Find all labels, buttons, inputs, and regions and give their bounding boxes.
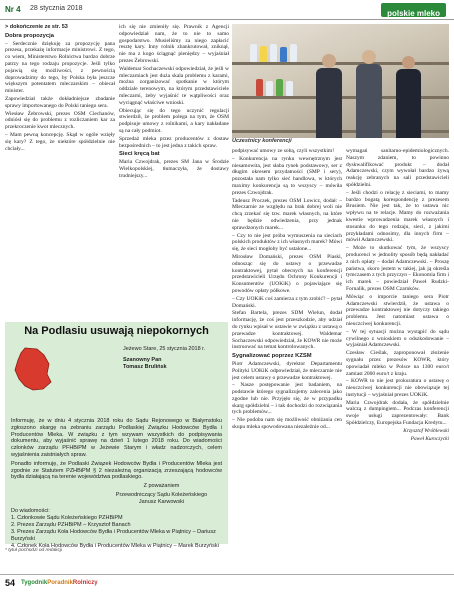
- subheading-dobra-propozycja: Dobra propozycja: [5, 32, 54, 39]
- letter-header: [123, 346, 223, 371]
- photo-caption: Uczestnicy konferencji: [232, 138, 292, 144]
- paragraph: Piotr Adamczewski, dyrektor Departamentu Polityki UOKiK odpowiedział, że mleczarnie nie jest celem ustawy o przewadze kontraktowej.: [232, 360, 342, 381]
- list-item: 3. Prezes Zarządu Koła Hodowców Bydła i Producentów Mleka w Piątnicy – Dariusz Burzyński: [11, 528, 216, 542]
- paragraph: – Czy UOKiK coś zamierza z tym zrobić? – pytał Domański.: [232, 295, 342, 309]
- article-column-1: [5, 24, 115, 309]
- letter-box-title: Na Podlasiu usuwają niepokornych: [24, 325, 209, 337]
- publication-logo: [21, 580, 98, 586]
- paragraph: – Serdecznie dziękuję za propozycję pana prezesa, przekażę informacje ministrowi. Z tego, co wiem, Ministerstwo Rolnictwa bardzo dobrze patrzy na tego rodzaju propozycje. Jeśli tylko pojawią się możliwości, z pewnością doprowadzimy do tego, by Polska była jeszcze większym potentatem mleczarskim – obiecał minister.: [5, 40, 115, 95]
- logo-word: Tygodnik: [21, 580, 48, 586]
- author-signature: Krzysztof Wróblewski: [403, 427, 449, 434]
- logo-word: Poradnik: [47, 580, 73, 586]
- letter-signer-name: Janusz Karwowski: [138, 498, 185, 505]
- page-header: [0, 0, 454, 20]
- paragraph: – Nie podoba nam się możliwość obniżania cen skupu mleka spowodowana niezależnie od...: [232, 417, 342, 431]
- list-item: 1. Członkowie Sądu Koleżeńskiego PZHBiPM: [11, 515, 123, 522]
- footnote: * tytuł pochodzi od redakcji: [5, 548, 63, 553]
- section-logo: [381, 3, 446, 17]
- letter-salutation: Szanowny Pan: [123, 357, 162, 363]
- paragraph: Mówiąc o imporcie taniego sera Piotr Adamczewski stwierdził, że ustawa o przewadze kontraktowej nie dotyczy takiego problemu. Jest natomiast ustawa o nieuczciwej konkurencji.: [346, 293, 449, 327]
- letter-cc-label: Do wiadomości:: [11, 507, 50, 514]
- paragraph: – Nasze postępowanie jest badaniem, na podstawie którego sygnalizujemy zalecenia jako zgodne lub nie. Przyjęło się, że w przypadku skarg spółdzielni – i tak dochodzi do rozwiązania tych problemów...: [232, 382, 342, 416]
- paragraph: Waldemar Sochaczewski odpowiedział, że jeśli w mleczarniach jest duża skala problemu z karami, można zorganizować spotkanie w którym oddziale terenowym, na którym przedstawiciele mleczarni, żeby wyjaśnić te wątpliwości oraz wyciągnąć właściwe wnioski.: [119, 65, 229, 106]
- letter-paragraph: Informuję, że w dniu 4 stycznia 2018 roku do Sądu Rejonowego w Białymstoku zgłoszono skargę na zebraniu zarządu Podlaskiej Związku Hodowców Bydła i Producentów Mleka. W związku z tym wzywam wszystkich do podpisywania dokumentu, aby wyjaśnić sprawę na dzień 1 lutego 2018 roku. Do wiadomości członków zarządu PFHBiPM w Jeżewie Starym i władz nadzorczych, celem wyjaśnienia zaistniałych spraw.: [11, 418, 222, 458]
- paragraph: – Czy to nie jest próba wymuszenia na sieciach polskich produktów z ich własnych marek? Mówi się, że sieci mogłoby być ustalone...: [232, 232, 342, 253]
- issue-date: 28 stycznia 2018: [30, 5, 83, 12]
- letter-body: [11, 418, 222, 549]
- paragraph: – Jeśli chodzi o relację z sieciami, to mamy bardzo bogatą korespondencję z prezesem Brusiem. Nie jest tak, że to ustawa nic wpływu na te relacje. Mamy do rozważania kwestie wprowadzenia marek własnych i stosunku do tego rodzaju, sieci, z jakimi przykładami odnosimy, dla innych firm – mówił Adamczewski.: [346, 189, 449, 244]
- article-column-2: [119, 24, 229, 309]
- letter-greeting: Z poważaniem: [143, 483, 180, 490]
- subheading-sieci-kreca-bat: Sieci kręcą bat: [119, 151, 160, 158]
- subheading-sygnalizowac: Sygnalizować poprzez KZSM: [232, 353, 312, 360]
- paragraph: Zapowiedział także dokładniejsze zbadanie sprawy importowanego do Polski taniego sera.: [5, 95, 115, 109]
- letter-signer-role: Przewodniczący Sądu Koleżeńskiego: [115, 491, 208, 498]
- paragraph: Tadeusz Proczek, prezes OSM Lowicz, dodał: – Mleczarnie ze względu na brak dobrej woli nie chcą zrzekać się tzw. marek własnych, na które nie będzie odwiedzenia, przy jednak sprawdzonych marek...: [232, 197, 342, 231]
- logo-word: Rolniczy: [72, 580, 98, 586]
- article-column-4: [346, 148, 449, 548]
- issue-number: Nr 4: [5, 5, 21, 14]
- letter-place-date: Jeżewo Stare, 25 stycznia 2018 r.: [123, 346, 206, 352]
- page-number: 54: [5, 578, 16, 588]
- paragraph: Maria Czwojdrak dodała, że spółdzielnie walczą z dumpingiem... Podczas konferencji swoje usługi zaprezentowały: Bank Spółdzielczy, Europejska Fundacja Kredytu...: [346, 399, 449, 427]
- continued-from: > dokończenie ze str. 53: [5, 24, 68, 30]
- podlasie-map-icon: [11, 346, 53, 392]
- paragraph: Maria Czwojdrak, prezes SM Jana w Środzie Wielkopolskiej, tłumaczyła, że dostawy trudniejszy...: [119, 159, 229, 179]
- paragraph: Czesław Cieślak, zaproponował złożenie sygnału przez prezesów KOWR, który opowiadał mleko w Polsce na 1300 euro/t zamiast 2000 euro/t z kraju.: [346, 350, 449, 377]
- letter-box: [5, 322, 228, 549]
- paragraph: podpisywać umowy ze sobą, czyli wszystkim!: [232, 148, 335, 154]
- page-footer: [0, 574, 454, 600]
- paragraph: Sprzedaż mleka przez producentów z dostaw bezpośrednich – to jest jedna z takich spraw.: [119, 135, 229, 149]
- paragraph: ich się nie zmieniły się. Prawnik z Agencji odpowiedział nam, że to nie to samo gospodarstwo. Musieliśmy za niego zapłacić resztę kary. Inny rolnik zbankrutował, zniknął, nie ma z kogo ściągnąć pieniędzy – wyjaśniał prezes Żebrowski.: [119, 24, 229, 64]
- article-column-3: [232, 148, 342, 548]
- letter-cc-list: [11, 515, 222, 549]
- paragraph: – KOWR to nie jest prokuratura o ustawę o nieuczciwej konkurencji nie obowiązuje tej instytucji – wyjaśniał prezes UOKiK.: [346, 378, 449, 398]
- paragraph: – Konkurencja na rynku wewnętrznym jest niesamowita, jest słaba rynek podstawowy, ser z długim okresem przydatności (SMP i sery), pozostała nam tylko sieć handlowa, w których maximy konkurencja są to wszyscy – mówiła prezes Czwojdrak.: [232, 155, 342, 196]
- conference-photo: [232, 24, 449, 138]
- paragraph: wymagań sanitarno-epidemiologicznych. Naszym zdaniem, to powinno dyskwalifikować produkt – dodał Adamczewski, czym wywołał bardzo żywą reakcję zebranych na sali przedstawicieli spółdzielni.: [346, 148, 449, 188]
- paragraph: Wiesław Żebrowski, prezes OSM Ciechanów, odniósł się do problemu z rozliczaniem kar za przekroczenie kwot mlecznych.: [5, 110, 115, 131]
- section-logo-text: polskie mleko: [387, 9, 440, 18]
- list-item: 2. Prezes Zarządu PZHBiPM – Krzysztof Banach: [11, 522, 131, 529]
- paragraph: – Może to skutkować tym, że wszyscy producenci w jednolity sposób będą nakładać z nich opłaty – dodał Adamczewski. – Proszę państwa, skoro jestem w takiej, jak ją określa tymczasem z tych przyczyn – Ekonomia firm i ich marek – powiedział Paweł Rudzki-Fornalik, prezes OSM Czarnków.: [346, 245, 449, 292]
- letter-recipient: Tomasz Brulińsk: [123, 364, 167, 370]
- paragraph: – Mam pewną koncepcję. Skąd w ogóle wzięły się kary? Z tego, że niektóre spółdzielnie nie chciały...: [5, 131, 115, 152]
- author-signature: Paweł Kuroczycki: [410, 435, 449, 442]
- paragraph: – W tej sytuacji można wystąpić do sądu cywilnego z wnioskiem o odszkodowanie – wyjaśniał Adamczewski.: [346, 328, 449, 349]
- paragraph: Mirosław Domański, prezes OSM Piaski, odnosząc się do ustawy o przewadze kontraktowej, pytał obecnych na konferencji przedstawicieli Urzędu Ochrony Konkurencji i Konsumentów (UOKiK) o pojawiające się powodów opłaty półkowe.: [232, 253, 342, 294]
- paragraph: Obiecując się do tego uczynić regulacji stwierdził, że problem polega na tym, że OSM podpisuje umowy z rolnikami, a kary nakładane są na cały podmiot.: [119, 107, 229, 134]
- letter-paragraph: Ponadto informuję, że Podlaski Związek Hodowców Bydła i Producentów Mleka jest zgodnie ze Statutem PZHBiPM § 2 niezależną organizacją zrzeszającą hodowców bydła działającą na terenie województwa podlaskiego.: [11, 460, 222, 481]
- paragraph: Stefan Bartela, prezes SDM Wielun, dodał informację, że coś jest przeszkodzie, aby udział do rynku wpisał w ustawie w związku z ustawą o przewadze kontraktowej. Waldemar Sochaczewski odpowiedział, że KOWR nie może instruować na temat kontrolowanych.: [232, 310, 342, 351]
- list-item: 4. Członek Koła Hodowców Bydła i Producentów Mleka w Piątnicy – Marek Burzyński: [11, 542, 219, 549]
